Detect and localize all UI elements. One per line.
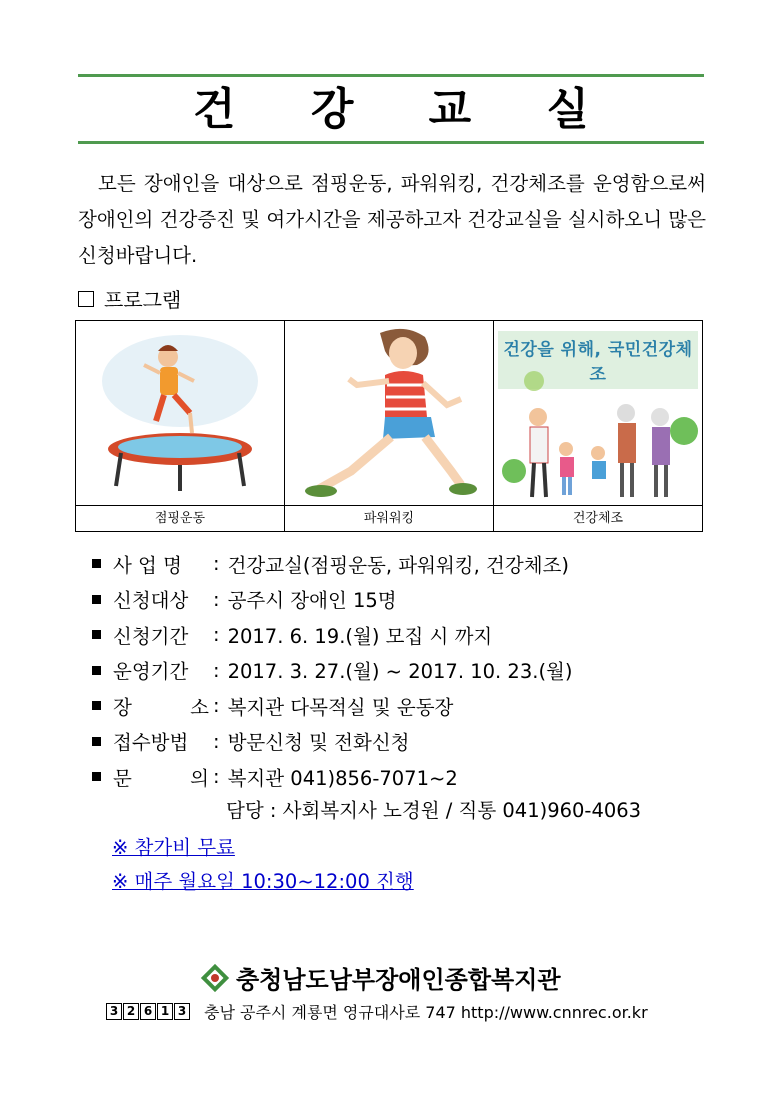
zip-code — [106, 1003, 190, 1020]
organization-name: 충청남도남부장애인종합복지관 — [236, 966, 561, 994]
info-label-part: 소 — [190, 695, 209, 719]
info-value: 복지관 041)856-7071~2 — [227, 766, 458, 790]
zip-digit: 2 — [123, 1003, 139, 1020]
info-label-part: 의 — [190, 766, 209, 790]
trampoline-illustration — [76, 321, 284, 505]
note-schedule: ※ 매주 월요일 10:30~12:00 진행 — [112, 870, 414, 893]
walking-woman-illustration — [285, 321, 493, 505]
info-value: 복지관 다목적실 및 운동장 — [227, 695, 454, 719]
info-colon: : — [213, 552, 220, 576]
program-caption: 점핑운동 — [76, 505, 284, 531]
square-bullet-icon — [92, 666, 101, 675]
info-row-method — [92, 724, 573, 760]
info-row-place — [92, 688, 573, 724]
note-free-fee: ※ 참가비 무료 — [112, 836, 235, 859]
info-value: 건강교실(점핑운동, 파워워킹, 건강체조) — [227, 553, 569, 577]
program-cell-jumping — [76, 321, 285, 531]
info-label-part: 문 — [113, 766, 132, 790]
page-title: 건 강 교 실 — [193, 84, 619, 135]
info-value: 2017. 3. 27.(월) ~ 2017. 10. 23.(월) — [227, 660, 573, 684]
info-colon: : — [213, 623, 220, 647]
program-heading-label: 프로그램 — [104, 288, 182, 312]
top-rule — [78, 74, 704, 77]
info-colon: : — [213, 694, 220, 718]
info-value: 2017. 6. 19.(월) 모집 시 까지 — [227, 624, 493, 648]
zip-digit: 3 — [174, 1003, 190, 1020]
organization — [200, 960, 561, 995]
square-bullet-icon — [92, 701, 101, 710]
info-value: 방문신청 및 전화신청 — [227, 731, 410, 755]
address-text: 충남 공주시 계룡면 영규대사로 747 http://www.cnnrec.or.kr — [204, 1003, 648, 1022]
contact-person: 담당 : 사회복지사 노경원 / 직통 041)960-4063 — [226, 799, 642, 822]
program-table — [75, 320, 703, 532]
organization-logo-icon — [200, 963, 230, 993]
info-list — [92, 546, 573, 795]
info-row-run-period — [92, 653, 573, 689]
info-row-target — [92, 582, 573, 618]
info-colon: : — [213, 587, 220, 611]
info-colon: : — [213, 658, 220, 682]
square-bullet-icon — [92, 630, 101, 639]
info-label: 신청기간 — [113, 624, 189, 648]
zip-digit: 3 — [106, 1003, 122, 1020]
info-value: 공주시 장애인 15명 — [227, 589, 397, 613]
info-row-inquiry — [92, 759, 573, 795]
address-line — [106, 1000, 648, 1023]
info-label — [113, 763, 209, 791]
program-caption: 건강체조 — [494, 505, 702, 531]
info-label-part: 장 — [113, 695, 132, 719]
title-bottom-rule — [78, 141, 704, 144]
gymnastics-banner: 건강을 위해, 국민건강체조 — [498, 331, 698, 389]
info-label: 운영기간 — [113, 660, 189, 684]
intro-paragraph: 모든 장애인을 대상으로 점핑운동, 파워워킹, 건강체조를 운영함으로써 장애인의 건강증진 및 여가시간을 제공하고자 건강교실을 실시하오니 많은 신청바랍니다. — [78, 172, 706, 267]
info-colon: : — [213, 765, 220, 789]
program-cell-walking — [285, 321, 494, 531]
info-label: 신청대상 — [113, 589, 189, 613]
info-label: 접수방법 — [113, 731, 189, 755]
zip-digit: 6 — [140, 1003, 156, 1020]
info-row-business — [92, 546, 573, 582]
square-bullet-icon — [92, 559, 101, 568]
info-label: 사 업 명 — [113, 553, 182, 577]
info-colon: : — [213, 729, 220, 753]
square-bullet-icon — [92, 737, 101, 746]
program-heading — [78, 284, 181, 313]
zip-digit: 1 — [157, 1003, 173, 1020]
square-bullet-icon — [92, 772, 101, 781]
family-gymnastics-illustration — [494, 321, 702, 505]
square-bullet-icon — [92, 595, 101, 604]
program-cell-gymnastics — [494, 321, 702, 531]
info-row-apply-period — [92, 617, 573, 653]
checkbox-icon — [78, 291, 94, 307]
program-caption: 파워워킹 — [285, 505, 493, 531]
info-label — [113, 692, 209, 720]
